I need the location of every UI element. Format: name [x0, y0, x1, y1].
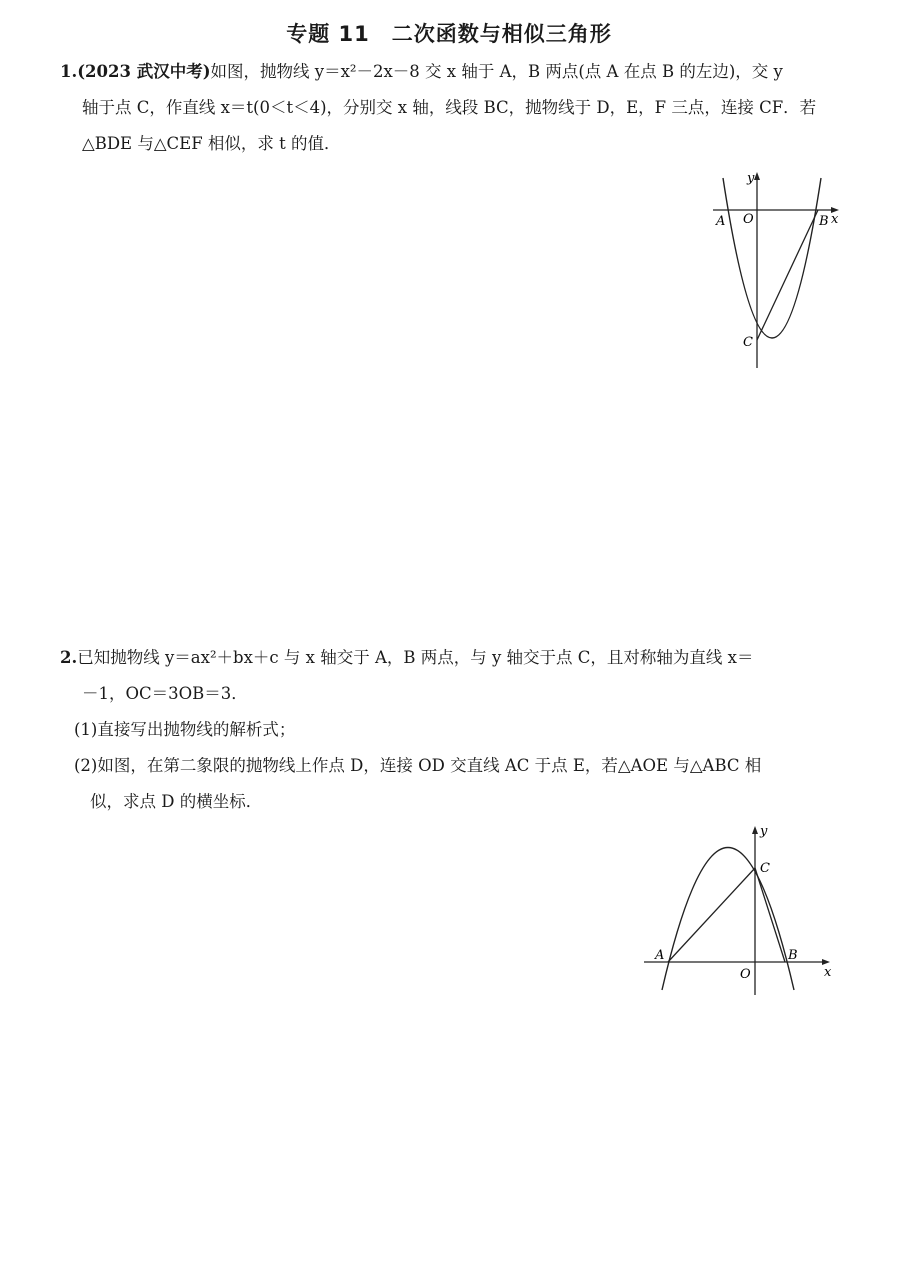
fig1-parabola	[723, 178, 821, 338]
fig2-segment-ac	[668, 868, 755, 962]
problem-2-number: 2.	[60, 648, 78, 667]
fig1-label-a: A	[716, 214, 726, 229]
fig1-label-o: O	[743, 212, 754, 227]
problem-2-line-2: －1，OC＝3OB＝3．	[82, 684, 248, 703]
fig2-label-a: A	[655, 948, 665, 963]
fig2-parabola	[662, 848, 794, 991]
page-title: 专题 11 二次函数与相似三角形	[286, 22, 612, 46]
problem-1-source: (2023 武汉中考)	[77, 62, 211, 81]
problem-1-figure	[705, 168, 845, 378]
fig2-label-y: y	[760, 824, 768, 839]
problem-2-part-2-line-2: 似，求点 D 的横坐标．	[90, 792, 263, 811]
fig2-label-o: O	[740, 967, 751, 982]
fig1-label-x: x	[831, 212, 839, 227]
problem-2-part-1: (1)直接写出抛物线的解析式；	[74, 720, 296, 739]
fig2-label-x: x	[824, 965, 832, 980]
problem-2-part-2-line-1: (2)如图，在第二象限的抛物线上作点 D，连接 OD 交直线 AC 于点 E，若△AOE 与△ABC 相	[74, 756, 762, 775]
problem-1-text-1: 如图，抛物线 y＝x²－2x－8 交 x 轴于 A，B 两点(点 A 在点 B 的左边)，交 y	[210, 62, 783, 81]
fig1-label-y: y	[747, 171, 755, 186]
fig2-label-c: C	[760, 861, 770, 876]
fig2-segment-cb	[755, 868, 785, 962]
problem-1-line-1	[60, 54, 840, 90]
fig2-label-b: B	[788, 948, 798, 963]
problem-1-number: 1.	[60, 62, 78, 81]
problem-1-line-2: 轴于点 C，作直线 x＝t(0＜t＜4)，分别交 x 轴，线段 BC，抛物线于 D，E，F 三点，连接 CF．若	[82, 98, 817, 117]
fig2-y-arrow	[752, 826, 758, 834]
problem-1	[60, 54, 840, 162]
fig1-y-arrow	[754, 172, 760, 180]
problem-1-line-3: △BDE 与△CEF 相似，求 t 的值．	[82, 134, 341, 153]
problem-2-text-1: 已知抛物线 y＝ax²＋bx＋c 与 x 轴交于 A，B 两点，与 y 轴交于点 C，且对称轴为直线 x＝	[77, 648, 754, 667]
problem-2-line-1	[60, 640, 840, 676]
fig1-segment-bc	[757, 210, 818, 340]
fig1-label-b: B	[819, 214, 829, 229]
problem-2	[60, 640, 840, 820]
problem-2-figure	[640, 820, 840, 1000]
fig1-label-c: C	[743, 335, 753, 350]
